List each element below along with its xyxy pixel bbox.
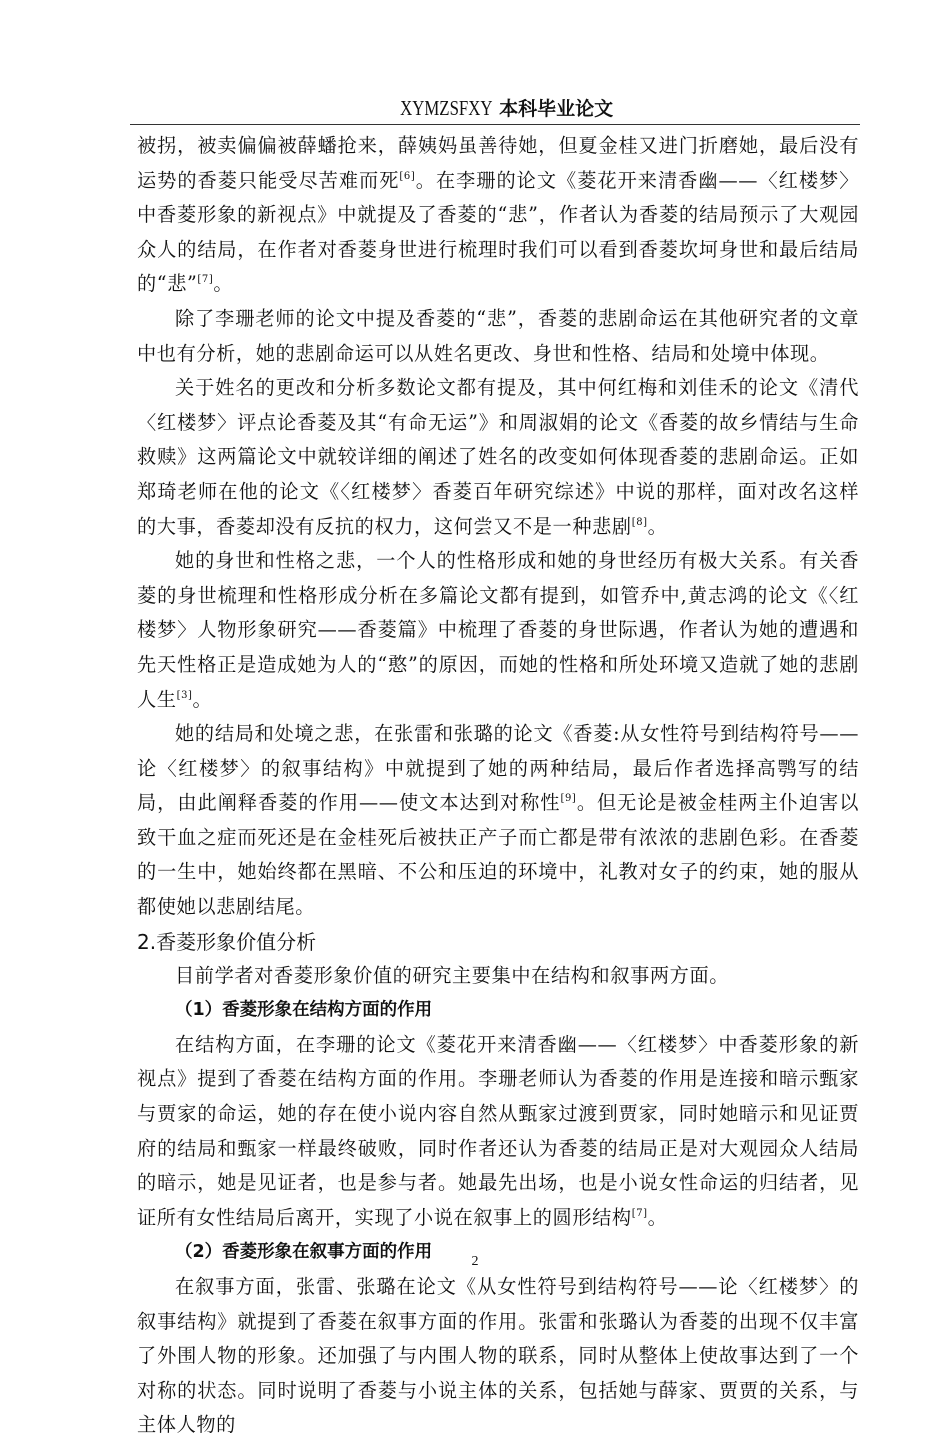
paragraph-text: 被拐，被卖偏偏被薛蟠抢来，薛姨妈虽善待她，但夏金桂又进门折磨她，最后没有运势的香菱只能受尽苦难而死: [137, 134, 859, 192]
section-heading: 2.香菱形象价值分析: [137, 929, 317, 954]
citation-ref: [7]: [197, 274, 214, 286]
paragraph-text: 。: [647, 1205, 668, 1229]
citation-ref: [8]: [631, 516, 648, 528]
header-title: 本科毕业论文: [499, 98, 614, 120]
paragraph-text: 。但无论是被金桂两主仆迫害以致干血之症而死还是在金桂死后被扶正产子而亡都是带有浓浓的悲剧色彩。在香菱的一生中，她始终都在黑暗、不公和压迫的环境中，礼教对女子的约束，她的服从都使她以悲剧结尾。: [137, 791, 859, 919]
citation-ref: [7]: [631, 1207, 648, 1219]
paragraph-text: 。: [192, 687, 213, 711]
section-intro: [137, 959, 859, 994]
paragraph-text: 在叙事方面，张雷、张璐在论文《从女性符号到结构符号——论〈红楼梦〉的叙事结构》就提到了香菱在叙事方面的作用。张雷和张璐认为香菱的出现不仅丰富了外围人物的形象。还加强了与内围人物的联系，同时从整体上使故事达到了一个对称的状态。同时说明了香菱与小说主体的关系，包括她与薛家、贾贾的关系，与主体人物的: [137, 1275, 859, 1437]
paragraph-text: 她的结局和处境之悲，在张雷和张璐的论文《香菱:从女性符号到结构符号——论〈红楼梦〉的叙事结构》中就提到了她的两种结局，最后作者选择高鹗写的结局，由此阐释香菱的作用——使文本达到对称性: [137, 722, 859, 815]
page-header: [130, 94, 860, 123]
page-body: [137, 129, 859, 1443]
paragraph-text: 在结构方面，在李珊的论文《菱花开来清香幽——〈红楼梦〉中香菱形象的新视点》提到了香菱在结构方面的作用。李珊老师认为香菱的作用是连接和暗示甄家与贾家的命运，她的存在使小说内容自然从甄家过渡到贾家，同时她暗示和见证贾府的结局和甄家一样最终破败，同时作者还认为香菱的结局正是对大观园众人结局的暗示，她是见证者，也是参与者。她最先出场，也是小说女性命运的归结者，见证所有女性结局后离开，实现了小说在叙事上的圆形结构: [137, 1032, 859, 1229]
paragraph: [137, 544, 859, 717]
paragraph-text: 除了李珊老师的论文中提及香菱的“悲”，香菱的悲剧命运在其他研究者的文章中也有分析，她的悲剧命运可以从姓名更改、身世和性格、结局和处境中体现。: [137, 306, 859, 365]
paragraph: [137, 1270, 859, 1443]
paragraph: [137, 302, 859, 371]
citation-ref: [3]: [176, 689, 193, 701]
paragraph-text: 。在李珊的论文《菱花开来清香幽——〈红楼梦〉中香菱形象的新视点》中就提及了香菱的“悲”，作者认为香菱的结局预示了大观园众人的结局，在作者对香菱身世进行梳理时我们可以看到香菱坎坷身世和最后结局的“悲”: [137, 168, 859, 296]
header-school-code: XYMZSFXY: [399, 96, 493, 120]
paragraph-text: 关于姓名的更改和分析多数论文都有提及，其中何红梅和刘佳禾的论文《清代〈红楼梦〉评点论香菱及其“有命无运”》和周淑娟的论文《香菱的故乡情结与生命救赎》这两篇论文中就较详细的阐述了姓名的改变如何体现香菱的悲剧命运。正如郑琦老师在他的论文《〈红楼梦〉香菱百年研究综述》中说的那样，面对改名这样的大事，香菱却没有反抗的权力，这何尝又不是一种悲剧: [137, 376, 859, 538]
paragraph: [137, 1028, 859, 1236]
citation-ref: [6]: [399, 170, 416, 182]
paragraph: [137, 717, 859, 925]
paragraph: [137, 129, 859, 302]
citation-ref: [9]: [560, 793, 577, 805]
paragraph-text: 她的身世和性格之悲，一个人的性格形成和她的身世经历有极大关系。有关香菱的身世梳理和性格形成分析在多篇论文都有提到，如管乔中,黄志鸿的论文《〈红楼梦〉人物形象研究——香菱篇》中梳理了香菱的身世际遇，作者认为她的遭遇和先天性格正是造成她为人的“憨”的原因，而她的性格和所处环境又造就了她的悲剧人生: [137, 549, 859, 711]
paragraph-text: 。: [213, 272, 234, 296]
header-rule: [130, 124, 860, 125]
paragraph-text: 。: [647, 514, 668, 538]
subsection-heading: （1）香菱形象在结构方面的作用: [175, 1000, 433, 1021]
subsection-heading: （2）香菱形象在叙事方面的作用: [175, 1242, 433, 1263]
page-number: 2: [471, 1254, 479, 1269]
paragraph: [137, 371, 859, 544]
paragraph-text: 目前学者对香菱形象价值的研究主要集中在结构和叙事两方面。: [175, 963, 730, 987]
